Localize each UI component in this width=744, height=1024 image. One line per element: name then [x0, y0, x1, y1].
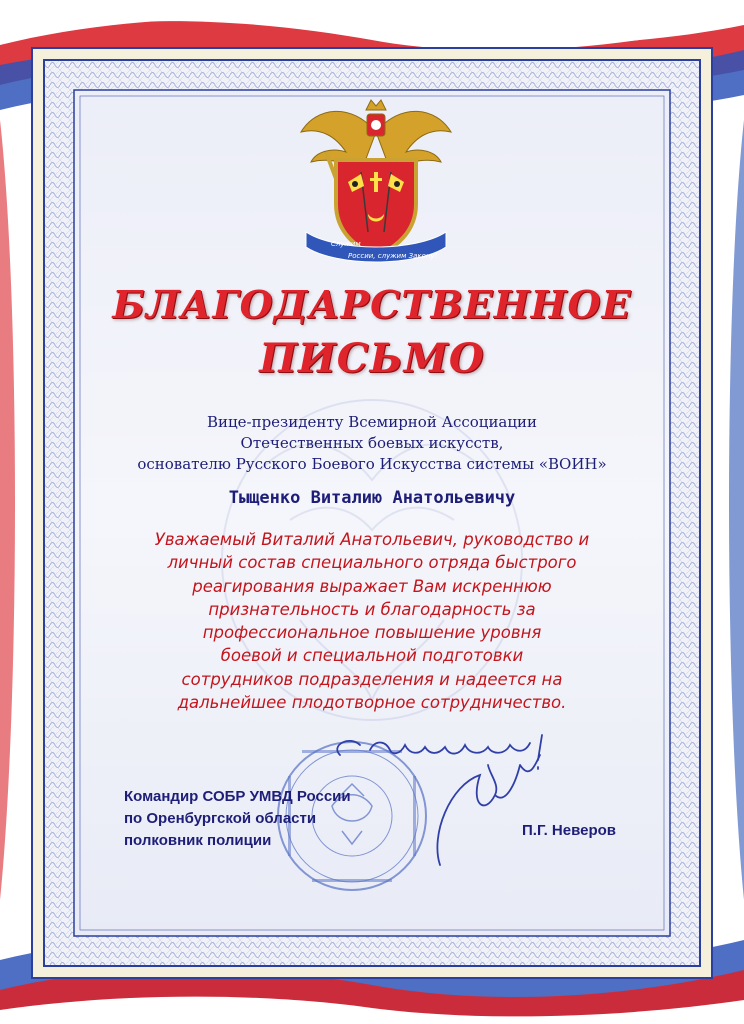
signer-position-line: Командир СОБР УМВД России [124, 788, 351, 805]
body-line: Уважаемый Виталий Анатольевич, руководство и [154, 530, 590, 549]
police-double-eagle-emblem-icon [296, 92, 456, 267]
emblem-motto-line2: России, служим Закону! [348, 252, 438, 260]
recipient-name: Тыщенко Виталию Анатольевичу [228, 488, 516, 508]
body-line: реагирования выражает Вам искреннюю [192, 576, 552, 596]
body-line: дальнейшее плодотворное сотрудничество. [177, 693, 567, 713]
handwritten-signature-icon [320, 725, 580, 875]
body-line: профессиональное повышение уровня [202, 623, 542, 643]
signer-position-line: полковник полиции [124, 832, 272, 849]
recipient-position-line: Отечественных боевых искусств, [240, 434, 504, 452]
signer-name: П.Г. Неверов [522, 822, 616, 839]
emblem-motto-line1: Служим [331, 240, 361, 248]
signer-position-line: по Оренбургской области [124, 810, 317, 827]
recipient-position [120, 412, 624, 475]
body-line: личный состав специального отряда быстрого [167, 553, 577, 573]
recipient-position-line: Вице-президенту Всемирной Ассоциации [206, 413, 538, 431]
recipient-position-line: основателю Русского Боевого Искусства системы «ВОИН» [137, 455, 607, 473]
body-line: признательность и благодарность за [208, 599, 536, 619]
letter-body [110, 528, 634, 714]
document-title-line1: БЛАГОДАРСТВЕННОЕ [112, 282, 632, 327]
document-title-line2: ПИСЬМО [259, 335, 485, 382]
signer-position [124, 786, 351, 852]
body-line: боевой и специальной подготовки [220, 646, 524, 666]
body-line: сотрудников подразделения и надеется на [181, 669, 563, 689]
